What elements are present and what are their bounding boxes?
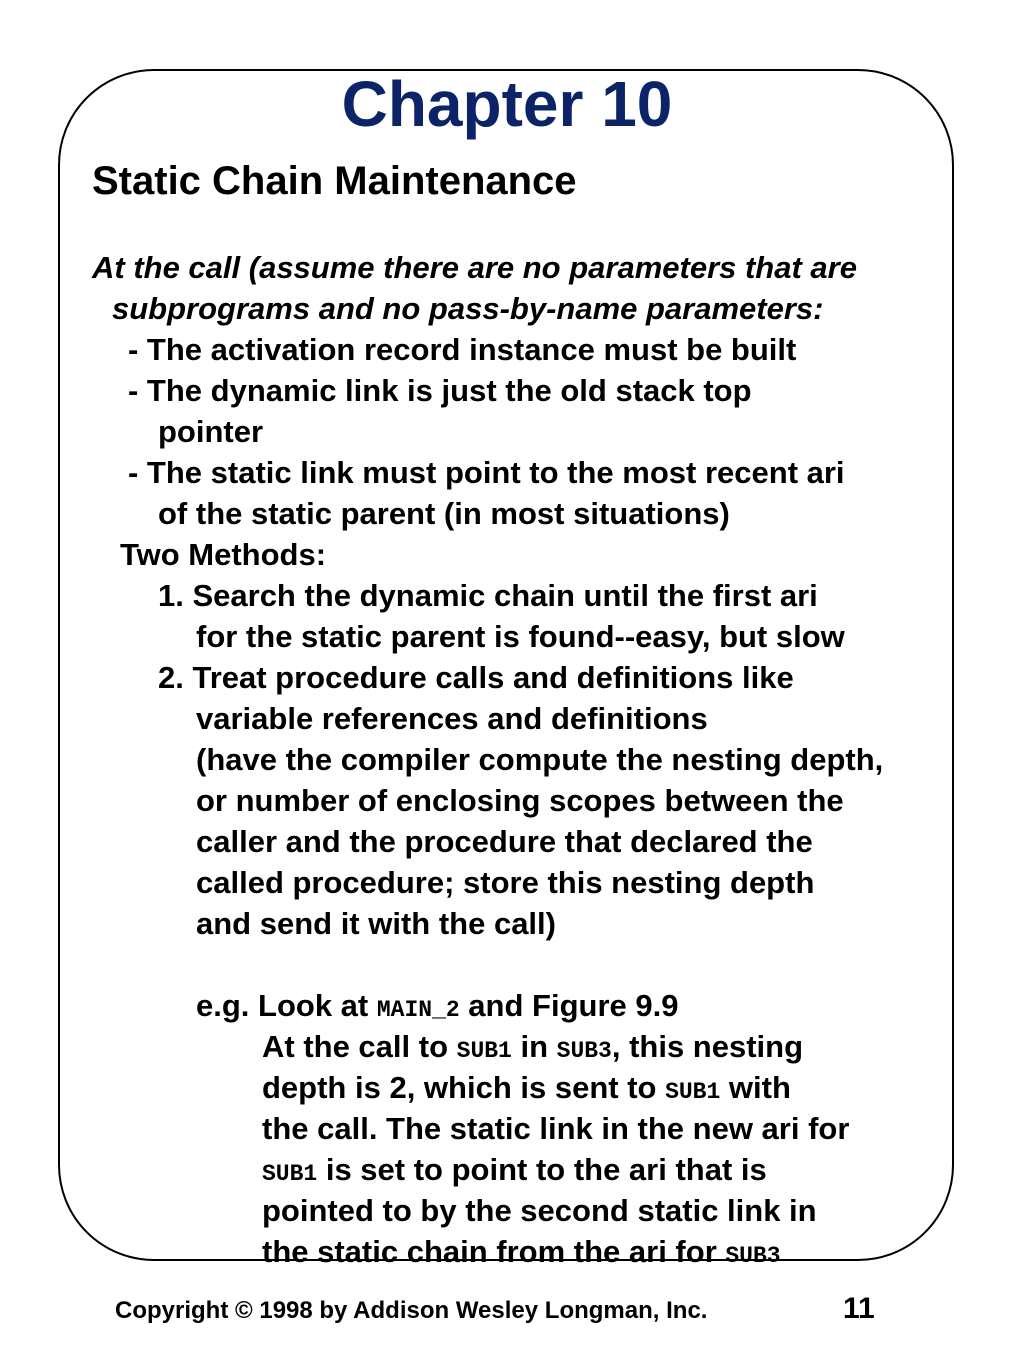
method-2-line-1: 2. Treat procedure calls and definitions like — [158, 660, 794, 695]
slide-title: Chapter 10 — [341, 68, 673, 140]
example-line-2 — [262, 1067, 791, 1113]
method-1-line-2: for the static parent is found--easy, but slow — [196, 619, 845, 654]
intro-line-2: subprograms and no pass-by-name parameters: — [112, 291, 824, 326]
code-main2: MAIN_2 — [376, 997, 460, 1023]
bullet-2: - The dynamic link is just the old stack top — [128, 373, 752, 408]
example-text: in — [511, 1029, 557, 1064]
code-sub3: SUB3 — [556, 1038, 612, 1064]
example-line-1 — [262, 1026, 803, 1072]
example-line-4 — [262, 1149, 767, 1195]
example-text: At the call to — [262, 1029, 457, 1064]
bullet-2-cont: pointer — [158, 414, 264, 449]
example-text: depth is 2, which is sent to — [262, 1070, 666, 1105]
slide-subtitle: Static Chain Maintenance — [92, 159, 577, 203]
method-2-line-2: variable references and definitions — [196, 701, 708, 736]
copyright-footer: Copyright © 1998 by Addison Wesley Longman, Inc. — [115, 1297, 708, 1324]
intro-line-1: At the call (assume there are no parameters that are — [92, 250, 857, 285]
method-1-line-1: 1. Search the dynamic chain until the first ari — [158, 578, 818, 613]
bullet-3: - The static link must point to the most recent ari — [128, 455, 845, 490]
example-text: the static chain from the ari for — [262, 1234, 726, 1269]
code-sub1: SUB1 — [456, 1038, 512, 1064]
example-line-5: pointed to by the second static link in — [262, 1193, 817, 1228]
example-prefix: e.g. Look at — [196, 988, 377, 1023]
example-suffix: and Figure 9.9 — [459, 988, 679, 1023]
code-sub1: SUB1 — [262, 1161, 318, 1187]
example-text: with — [720, 1070, 791, 1105]
method-2-line-5: caller and the procedure that declared the — [196, 824, 813, 859]
example-text: is set to point to the ari that is — [317, 1152, 767, 1187]
code-sub3: SUB3 — [725, 1243, 781, 1269]
example-line-3: the call. The static link in the new ari for — [262, 1111, 850, 1146]
method-2-line-7: and send it with the call) — [196, 906, 556, 941]
code-sub1: SUB1 — [665, 1079, 721, 1105]
method-2-line-6: called procedure; store this nesting depth — [196, 865, 815, 900]
example-line-6 — [262, 1231, 781, 1277]
method-2-line-3: (have the compiler compute the nesting depth, — [196, 742, 884, 777]
example-line-0 — [196, 985, 678, 1031]
bullet-1: - The activation record instance must be built — [128, 332, 797, 367]
methods-heading: Two Methods: — [120, 537, 327, 572]
page-number: 11 — [843, 1292, 875, 1325]
example-text: , this nesting — [611, 1029, 804, 1064]
method-2-line-4: or number of enclosing scopes between the — [196, 783, 844, 818]
bullet-3-cont: of the static parent (in most situations) — [158, 496, 730, 531]
